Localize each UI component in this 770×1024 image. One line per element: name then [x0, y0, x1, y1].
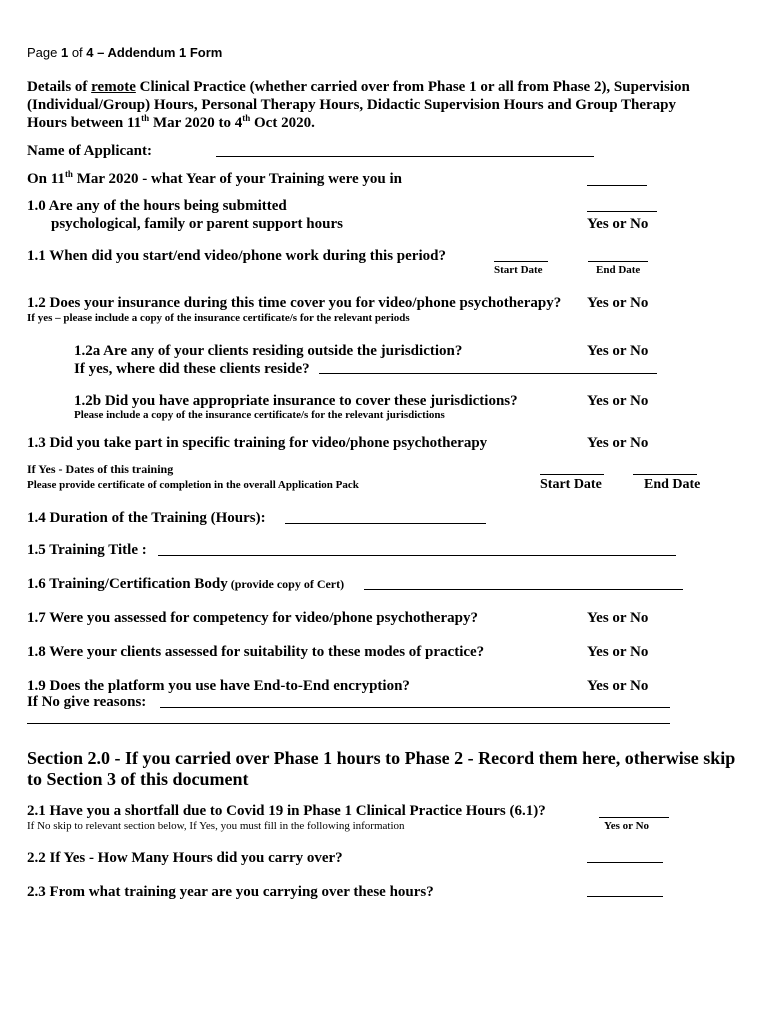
of-word: of: [68, 45, 87, 60]
q1-9-reasons-field[interactable]: [160, 707, 670, 708]
q2-3-label: 2.3 From what training year are you carrying over these hours?: [27, 884, 434, 900]
q1-6-field[interactable]: [364, 589, 683, 590]
q1-5-field[interactable]: [158, 555, 676, 556]
q1-5-label: 1.5 Training Title :: [27, 542, 147, 558]
form-name: – Addendum 1 Form: [93, 45, 223, 60]
q1-1-start-field[interactable]: [494, 261, 548, 262]
q1-0-answer[interactable]: Yes or No: [587, 216, 649, 232]
page-total: 4: [86, 45, 94, 60]
q1-3-dates-label: If Yes - Dates of this training: [27, 462, 174, 476]
q1-2a-answer[interactable]: Yes or No: [587, 343, 649, 359]
q2-1-label: 2.1 Have you a shortfall due to Covid 19 in Phase 1 Clinical Practice Hours (6.1)?: [27, 803, 546, 819]
q1-3-start-label: Start Date: [540, 477, 602, 492]
q1-3-answer[interactable]: Yes or No: [587, 435, 649, 451]
q1-2b-answer[interactable]: Yes or No: [587, 393, 649, 409]
q1-2a-sublabel: If yes, where did these clients reside?: [74, 361, 310, 377]
q1-2a-label: 1.2a Are any of your clients residing outside the jurisdiction?: [74, 343, 463, 359]
q1-2b-note: Please include a copy of the insurance certificate/s for the relevant jurisdictions: [74, 409, 445, 421]
q1-9-reasons-label: If No give reasons:: [27, 694, 147, 710]
page-number: 1: [60, 45, 69, 60]
q1-1-start-label: Start Date: [494, 264, 543, 276]
intro-line-2: (Individual/Group) Hours, Personal Therapy Hours, Didactic Supervision Hours and Group Therapy: [27, 97, 677, 113]
name-label: Name of Applicant:: [27, 143, 152, 159]
q1-9-reasons-field-2[interactable]: [27, 723, 670, 724]
q1-1-end-label: End Date: [596, 264, 641, 276]
q1-7-answer[interactable]: Yes or No: [587, 610, 649, 626]
q1-6-label: 1.6 Training/Certification Body (provide copy of Cert): [27, 576, 345, 592]
q1-8-label: 1.8 Were your clients assessed for suitability to these modes of practice?: [27, 644, 485, 660]
q1-8-answer[interactable]: Yes or No: [587, 644, 649, 660]
q1-2-note: If yes – please include a copy of the insurance certificate/s for the relevant periods: [27, 312, 410, 324]
q2-2-label: 2.2 If Yes - How Many Hours did you carry over?: [27, 850, 343, 866]
q1-3-end-label: End Date: [644, 477, 701, 492]
q1-3-end-field[interactable]: [633, 474, 697, 475]
q2-3-field[interactable]: [587, 896, 663, 897]
q1-2b-label: 1.2b Did you have appropriate insurance to cover these jurisdictions?: [74, 393, 518, 409]
q1-9-label: 1.9 Does the platform you use have End-to-End encryption?: [27, 678, 410, 694]
q1-2a-field[interactable]: [319, 373, 657, 374]
intro-emphasis: remote: [91, 79, 136, 95]
q2-1-answer[interactable]: Yes or No: [604, 820, 650, 832]
q1-4-label: 1.4 Duration of the Training (Hours):: [27, 510, 266, 526]
intro-paragraph: [27, 78, 690, 132]
q1-1-end-field[interactable]: [588, 261, 648, 262]
q1-2-label: 1.2 Does your insurance during this time cover you for video/phone psychotherapy?: [27, 295, 562, 311]
q2-1-field[interactable]: [599, 817, 669, 818]
q1-3-note: Please provide certificate of completion in the overall Application Pack: [27, 479, 359, 491]
q1-1-label: 1.1 When did you start/end video/phone work during this period?: [27, 248, 446, 264]
q1-0-field[interactable]: [587, 211, 657, 212]
q1-9-answer[interactable]: Yes or No: [587, 678, 649, 694]
q1-3-label: 1.3 Did you take part in specific training for video/phone psychotherapy: [27, 435, 488, 451]
year-field[interactable]: [587, 185, 647, 186]
intro-line-1: Details of remote Clinical Practice (whether carried over from Phase 1 or all from Phase 2), Supervision: [27, 79, 690, 95]
q1-7-label: 1.7 Were you assessed for competency for video/phone psychotherapy?: [27, 610, 478, 626]
q1-4-field[interactable]: [285, 523, 486, 524]
year-label: On 11th Mar 2020 - what Year of your Training were you in: [27, 169, 402, 187]
q1-6-note: (provide copy of Cert): [227, 577, 345, 591]
q1-2-answer[interactable]: Yes or No: [587, 295, 649, 311]
q2-1-note: If No skip to relevant section below, If Yes, you must fill in the following information: [27, 820, 405, 832]
q1-3-start-field[interactable]: [540, 474, 604, 475]
q1-0-label: 1.0 Are any of the hours being submitted: [27, 198, 287, 214]
intro-line-3: Hours between 11th Mar 2020 to 4th Oct 2020.: [27, 113, 315, 131]
section-2-heading: Section 2.0 - If you carried over Phase 1 hours to Phase 2 - Record them here, otherwise skip to Section 3 of this document: [27, 748, 736, 789]
page-word: Page: [27, 45, 61, 60]
q2-2-field[interactable]: [587, 862, 663, 863]
name-field[interactable]: [216, 156, 594, 157]
q1-0-sublabel: psychological, family or parent support hours: [51, 216, 343, 232]
page-header: [27, 45, 222, 60]
